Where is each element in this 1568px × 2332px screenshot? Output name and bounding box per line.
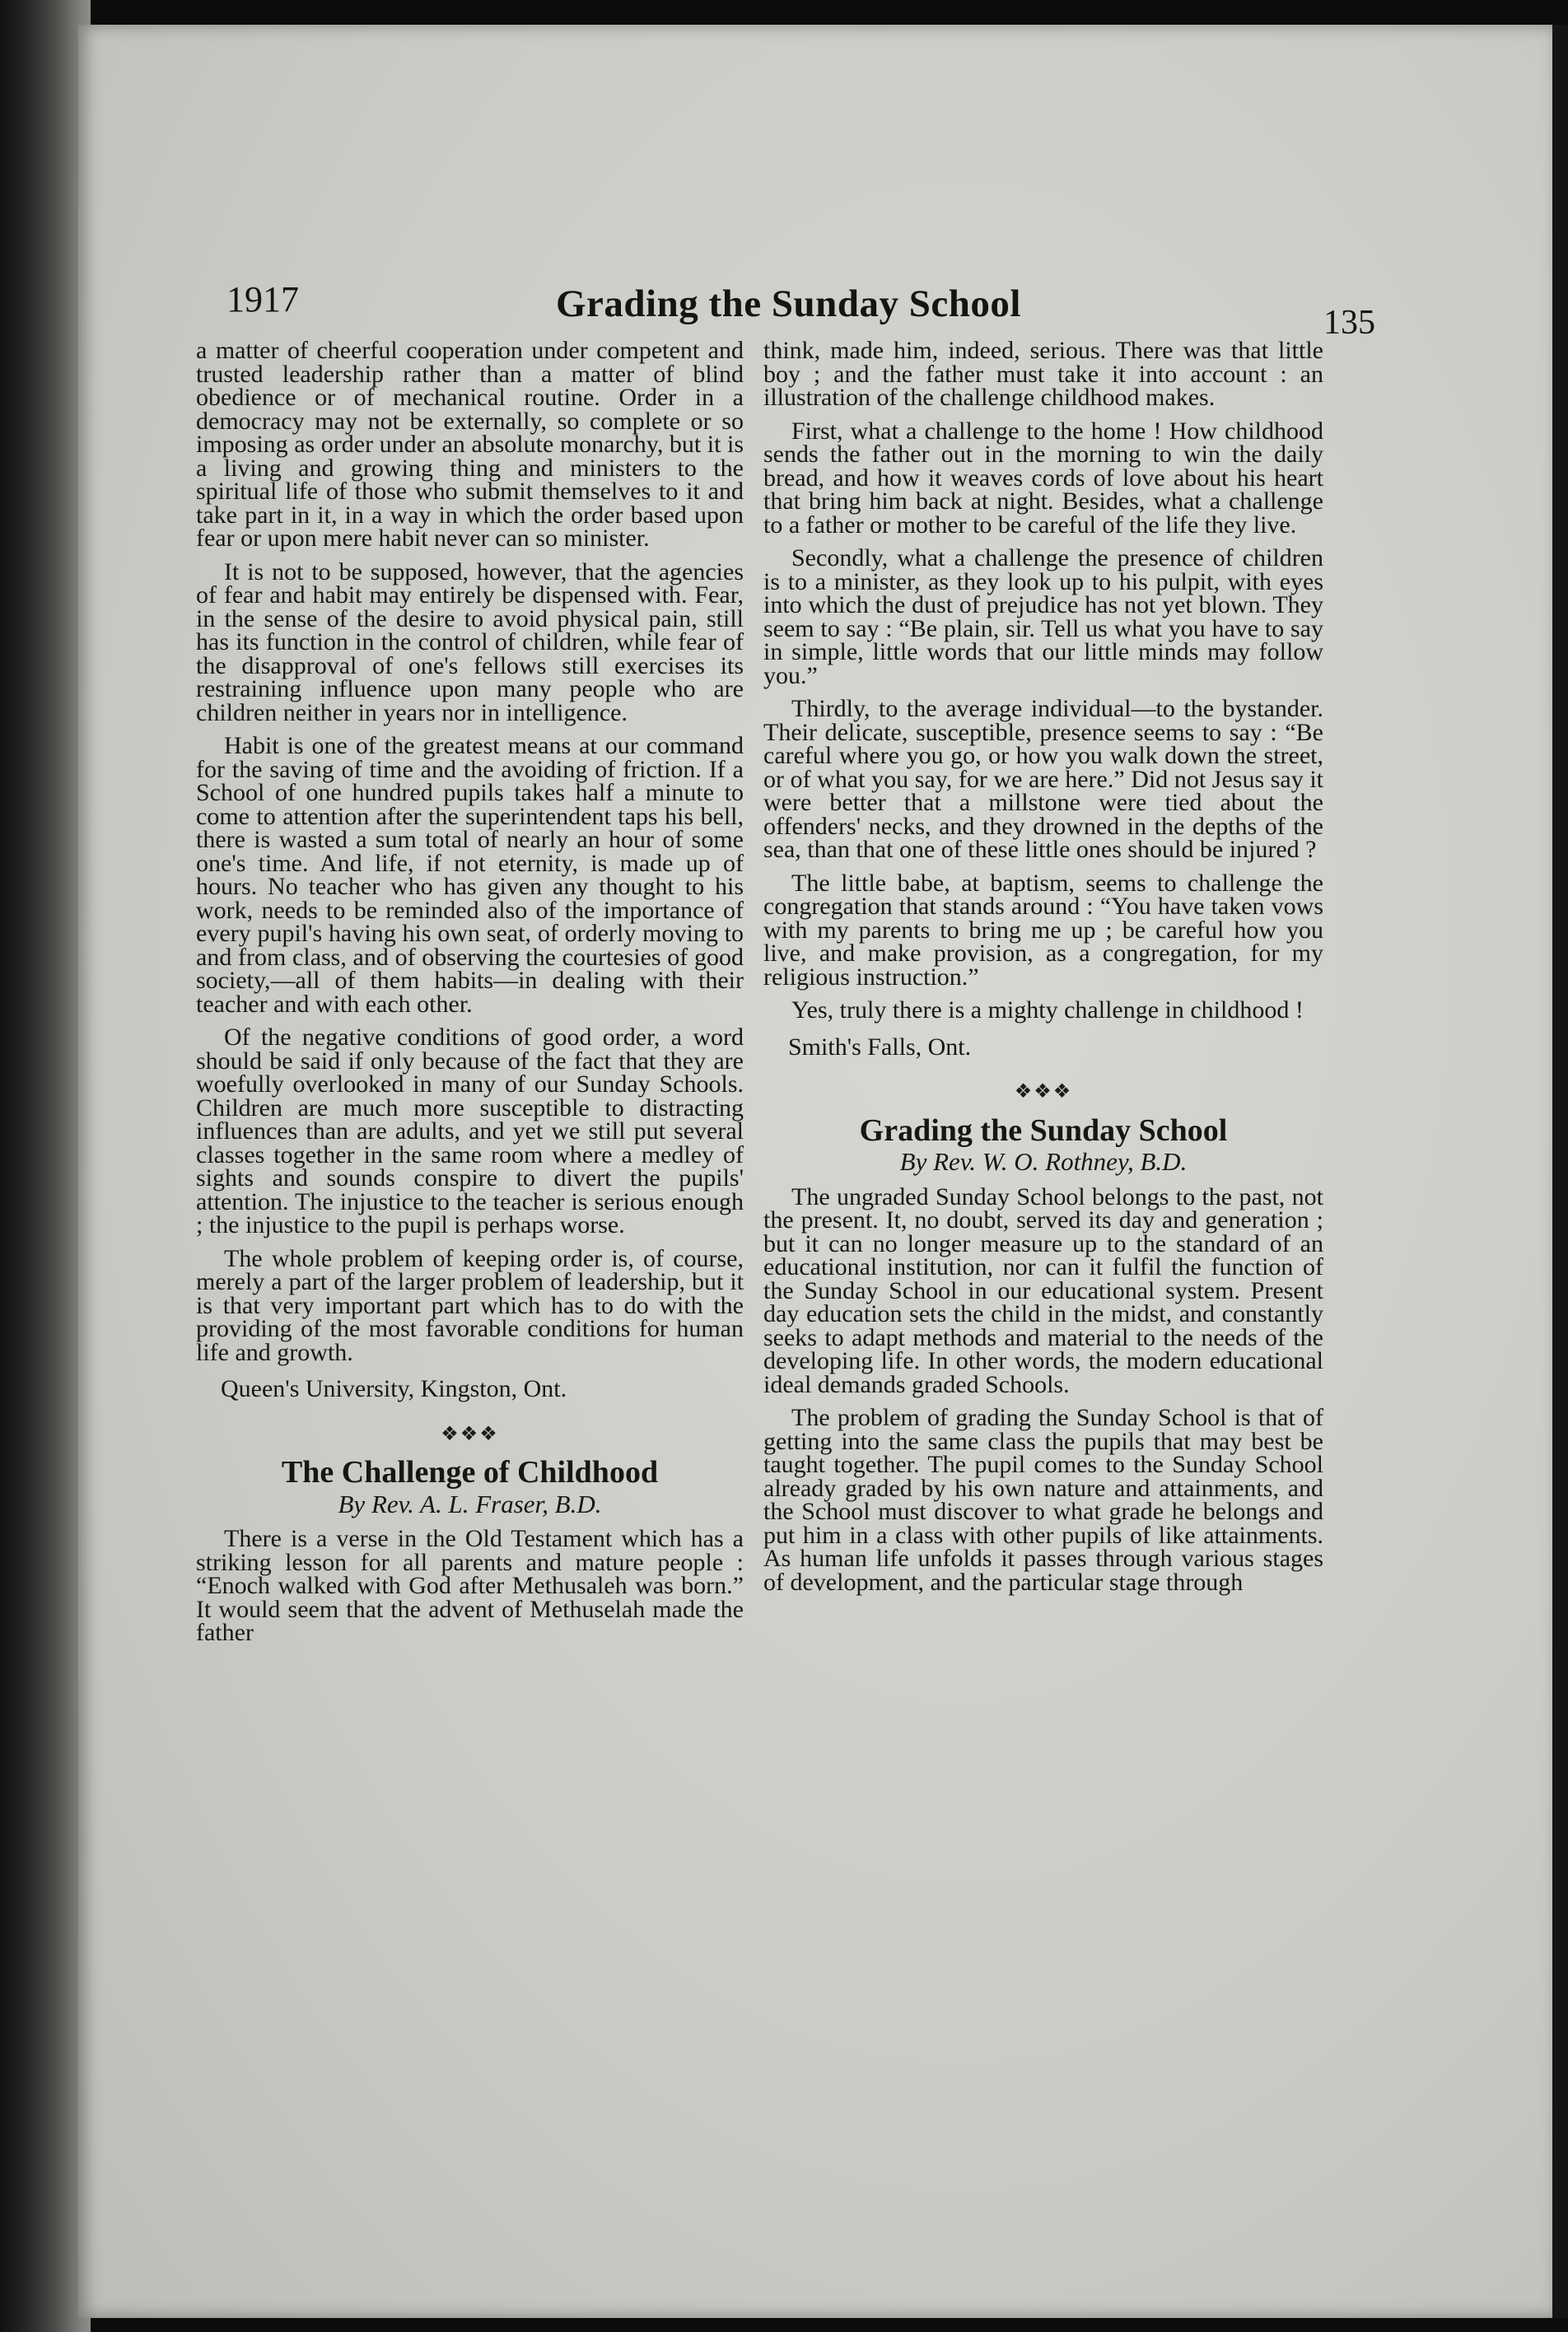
article-byline: By Rev. A. L. Fraser, B.D. (338, 1489, 602, 1518)
paragraph: a matter of cheerful cooperation under competent and trusted leadership rather than a matter of blind obedience or of mechanical routine. Order in a democracy may not be externally, so complete or so imposing as order under an absolute monarchy, but it is a living and growing thing and ministers to the spiritual life of those who submit themselves to it and take part in it, in a way in which the order based upon fear or upon mere habit never can so minister. (196, 337, 744, 552)
right-column (763, 339, 1323, 1604)
signature: Queen's University, Kingston, Ont. (221, 1375, 567, 1402)
left-column (196, 339, 744, 1655)
article-title: Grading the Sunday School (859, 1112, 1228, 1148)
page-header (226, 264, 1375, 342)
ornament-divider: ❖❖❖ (1014, 1081, 1073, 1103)
ornament-divider: ❖❖❖ (441, 1423, 499, 1445)
running-title: Grading the Sunday School (556, 282, 1021, 325)
paragraph: There is a verse in the Old Testament which has a striking lesson for all parents and mature people : “Enoch walked with God after Methusaleh was born.” It would seem that the advent of Methuselah made the father (196, 1525, 744, 1646)
paragraph: Of the negative conditions of good order, a word should be said if only because of the fact that they are woefully overlooked in many of our Sunday Schools. Children are much more susceptible to distracting influences than are adults, and yet we still put several classes together in the same room where a medley of sights and sounds conspire to divert the pupils' attention. The injustice to the teacher is serious enough ; the injustice to the pupil is perhaps worse. (196, 1024, 744, 1238)
signature: Smith's Falls, Ont. (788, 1033, 972, 1061)
article-byline: By Rev. W. O. Rothney, B.D. (899, 1147, 1188, 1176)
book-spine (0, 0, 91, 2332)
paragraph: Secondly, what a challenge the presence of children is to a minister, as they look up to his pulpit, with eyes into which the dust of prejudice has not yet blown. They seem to say : “Be plain, sir. Tell us what you have to say in simple, little words that our little minds may follow you.” (763, 544, 1323, 689)
paragraph: It is not to be supposed, however, that the agencies of fear and habit may entirely be dispensed with. Fear, in the sense of the desire to avoid physical pain, still has its function in the control of children, while fear of the disapproval of one's fellows still exercises its restraining influence upon many people who are children neither in years nor in intelligence. (196, 557, 744, 726)
paragraph: Habit is one of the greatest means at our command for the saving of time and the avoiding of friction. If a School of one hundred pupils takes half a minute to come to attention after the superintendent taps his bell, there is wasted a sum total of nearly an hour of some one's time. And life, if not eternity, is made up of hours. No teacher who has given any thought to his work, needs to be reminded also of the importance of every pupil's having his own seat, of orderly moving to and from class, and of observing the courtesies of good society,—all of them habits—in dealing with their teacher and with each other. (196, 732, 744, 1018)
paragraph: First, what a challenge to the home ! How childhood sends the father out in the morning to win the daily bread, and how it weaves cords of love about his heart that bring him back at night. Besides, what a challenge to a father or mother to be careful of the life they live. (763, 417, 1323, 539)
paragraph: think, made him, indeed, serious. There was that little boy ; and the father must take it into account : an illustration of the challenge childhood makes. (763, 337, 1323, 411)
header-year: 1917 (226, 279, 299, 319)
article-title: The Challenge of Childhood (281, 1455, 659, 1490)
page-edge-shadow (1552, 25, 1568, 2318)
paragraph: The ungraded Sunday School belongs to the past, not the present. It, no doubt, served its day and generation ; but it can no longer measure up to the standard of an educational institution, nor can it fulfil the function of the Sunday School in our educational system. Present day education sets the child in the midst, and constantly seeks to adapt methods and material to the needs of the developing life. In other words, the modern educational ideal demands graded Schools. (763, 1182, 1323, 1398)
paragraph: The whole problem of keeping order is, of course, merely a part of the larger problem of leadership, but it is that very important part which has to do with the providing of the most favorable conditions for human life and growth. (196, 1244, 744, 1366)
paragraph: The problem of grading the Sunday School is that of getting into the same class the pupils that may best be taught together. The pupil comes to the Sunday School already graded by his own nature and attainments, and the School must discover to what grade he belongs and put him in a class with other pupils of like attainments. As human life unfolds it passes through various stages of development, and the particular stage through (763, 1404, 1323, 1596)
paragraph: The little babe, at baptism, seems to challenge the congregation that stands around : “You have taken vows with my parents to bring me up ; be careful how you live, and make provision, as a congregation, for my religious instruction.” (763, 869, 1323, 991)
paragraph: Thirdly, to the average individual—to the bystander. Their delicate, susceptible, presence seems to say : “Be careful where you go, or how you walk down the street, or of what you say, for we are here.” Did not Jesus say it were better that a millstone were tied about the offenders' necks, and they drowned in the depths of the sea, than that one of these little ones should be injured ? (763, 695, 1323, 863)
paragraph: Yes, truly there is a mighty challenge in childhood ! (791, 996, 1304, 1024)
page-number: 135 (1323, 304, 1375, 342)
